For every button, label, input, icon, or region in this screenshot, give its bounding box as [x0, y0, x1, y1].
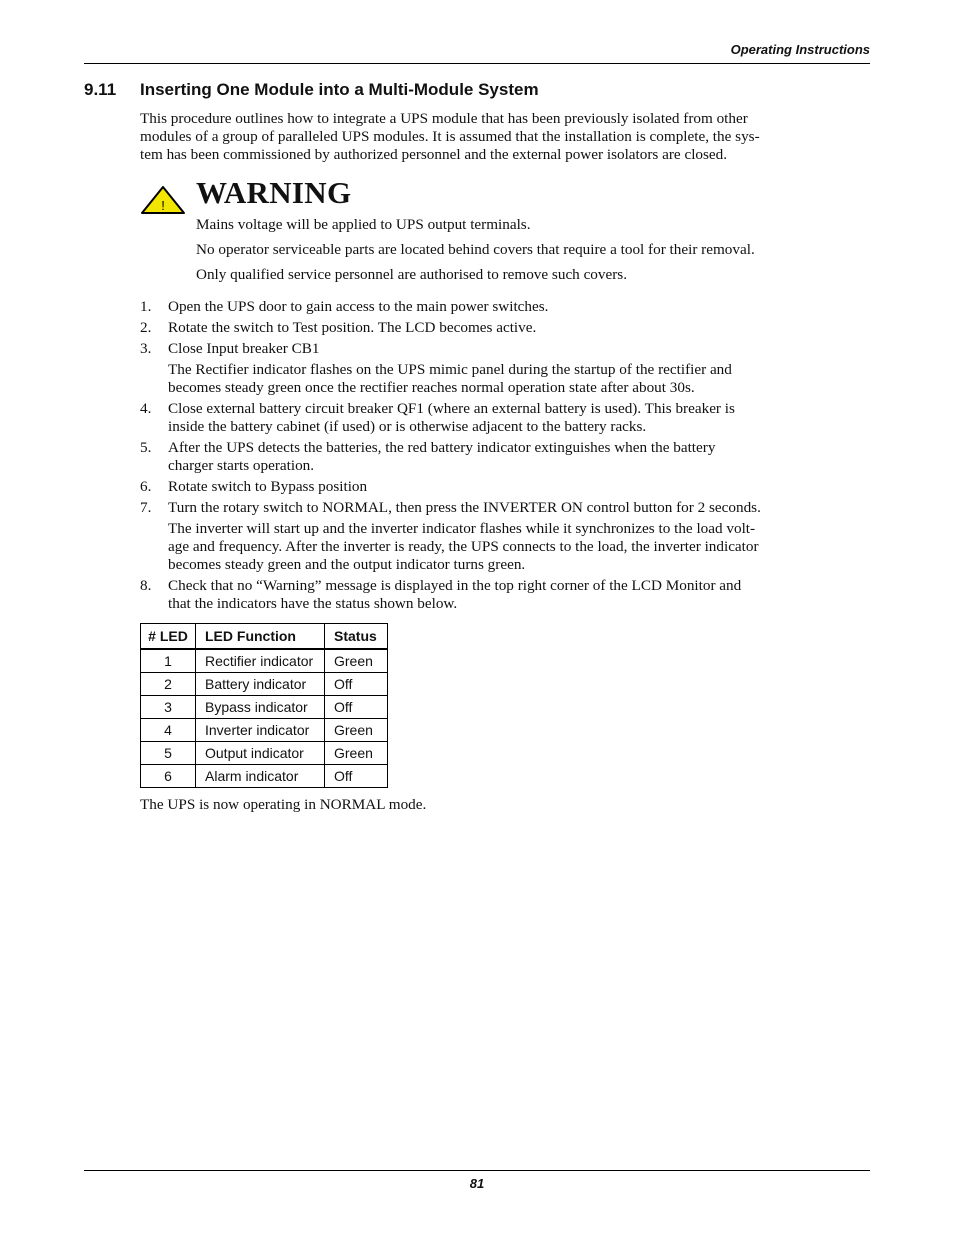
step-number: 4. — [140, 400, 152, 417]
column-header-led: # LED — [141, 624, 196, 650]
led-function: Inverter indicator — [196, 719, 325, 742]
intro-line: modules of a group of paralleled UPS modules. It is assumed that the installation is complete, the sys- — [140, 128, 760, 145]
led-status: Off — [325, 673, 388, 696]
led-function: Rectifier indicator — [196, 649, 325, 673]
step-text-line: After the UPS detects the batteries, the red battery indicator extinguishes when the battery — [168, 439, 716, 456]
step-text-line: inside the battery cabinet (if used) or is otherwise adjacent to the battery racks. — [168, 418, 647, 435]
led-status: Green — [325, 719, 388, 742]
table-header-row — [141, 624, 388, 650]
intro-paragraph — [140, 110, 872, 164]
table-row — [141, 673, 388, 696]
step-text-line: Rotate switch to Bypass position — [168, 478, 368, 495]
step-number: 6. — [140, 478, 152, 495]
led-number: 4 — [141, 719, 196, 742]
table-row — [141, 696, 388, 719]
step-note — [168, 361, 875, 397]
step-number: 7. — [140, 499, 152, 516]
step-number: 2. — [140, 319, 152, 336]
section-title: Inserting One Module into a Multi-Module System — [140, 80, 539, 99]
table-row — [141, 742, 388, 765]
procedure-steps — [140, 298, 875, 616]
led-function: Bypass indicator — [196, 696, 325, 719]
led-function: Battery indicator — [196, 673, 325, 696]
step-note-line: The inverter will start up and the inverter indicator flashes while it synchronizes to the load volt- — [168, 520, 756, 537]
procedure-step — [140, 400, 875, 436]
procedure-step — [140, 499, 875, 574]
procedure-step — [140, 439, 875, 475]
step-note-line: becomes steady green once the rectifier reaches normal operation state after about 30s. — [168, 379, 695, 396]
warning-line: No operator serviceable parts are located behind covers that require a tool for their removal. — [196, 241, 755, 258]
warning-glyph: ! — [161, 198, 165, 213]
step-text-line: Check that no “Warning” message is displayed in the top right corner of the LCD Monitor and — [168, 577, 742, 594]
step-text-line: Open the UPS door to gain access to the main power switches. — [168, 298, 549, 315]
footer-rule — [84, 1170, 870, 1171]
led-number: 6 — [141, 765, 196, 788]
step-text-line: Rotate the switch to Test position. The LCD becomes active. — [168, 319, 537, 336]
section-number: 9.11 — [84, 80, 117, 99]
table-row — [141, 719, 388, 742]
warning-triangle-icon — [140, 185, 186, 215]
led-function: Alarm indicator — [196, 765, 325, 788]
running-header: Operating Instructions — [730, 42, 870, 57]
led-number: 2 — [141, 673, 196, 696]
step-note-line: becomes steady green and the output indicator turns green. — [168, 556, 526, 573]
procedure-step — [140, 319, 875, 337]
step-note-line: age and frequency. After the inverter is ready, the UPS connects to the load, the inverter indicator — [168, 538, 759, 555]
closing-statement: The UPS is now operating in NORMAL mode. — [140, 796, 427, 813]
header-rule — [84, 63, 870, 64]
led-number: 5 — [141, 742, 196, 765]
led-status: Green — [325, 742, 388, 765]
procedure-step — [140, 340, 875, 397]
table-row — [141, 649, 388, 673]
led-status: Green — [325, 649, 388, 673]
warning-line: Mains voltage will be applied to UPS output terminals. — [196, 216, 531, 233]
step-number: 3. — [140, 340, 152, 357]
page-number: 81 — [469, 1176, 485, 1191]
table-row — [141, 765, 388, 788]
step-text-line: Close external battery circuit breaker QF1 (where an external battery is used). This breaker is — [168, 400, 735, 417]
step-number: 1. — [140, 298, 152, 315]
led-status: Off — [325, 765, 388, 788]
led-number: 1 — [141, 649, 196, 673]
procedure-step — [140, 478, 875, 496]
step-text-line: Turn the rotary switch to NORMAL, then press the INVERTER ON control button for 2 seconds. — [168, 499, 761, 516]
warning-text — [196, 216, 876, 291]
intro-line: This procedure outlines how to integrate a UPS module that has been previously isolated from other — [140, 110, 748, 127]
step-text-line: that the indicators have the status shown below. — [168, 595, 458, 612]
step-text-line: charger starts operation. — [168, 457, 315, 474]
step-note — [168, 520, 875, 574]
led-number: 3 — [141, 696, 196, 719]
step-text-line: Close Input breaker CB1 — [168, 340, 320, 357]
step-note-line: The Rectifier indicator flashes on the UPS mimic panel during the startup of the rectifier and — [168, 361, 732, 378]
section-heading — [84, 80, 539, 100]
warning-title: WARNING — [196, 175, 352, 210]
intro-line: tem has been commissioned by authorized personnel and the external power isolators are closed. — [140, 146, 728, 163]
column-header-status: Status — [325, 624, 388, 650]
step-number: 8. — [140, 577, 152, 594]
procedure-step — [140, 298, 875, 316]
column-header-function: LED Function — [196, 624, 325, 650]
led-function: Output indicator — [196, 742, 325, 765]
led-status-table — [140, 623, 388, 788]
procedure-step — [140, 577, 875, 613]
led-status: Off — [325, 696, 388, 719]
step-number: 5. — [140, 439, 152, 456]
warning-line: Only qualified service personnel are authorised to remove such covers. — [196, 266, 628, 283]
